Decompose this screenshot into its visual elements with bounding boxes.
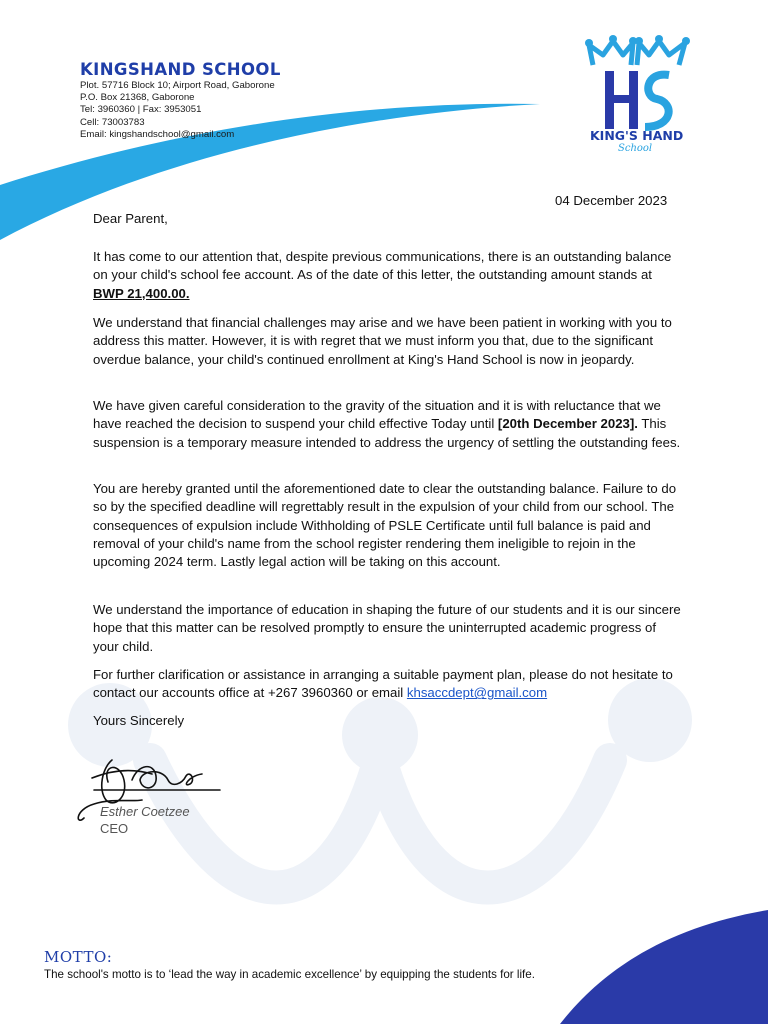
para2-text: We understand that financial challenges may arise and we have been patient in working with you to address this matter. However, it is with regret that we must inform you that, due to the significant overdue balance, your child's continued enrollment at King's Hand School is now in jeopardy. [93, 315, 672, 367]
paragraph-education [93, 601, 683, 656]
letter-date: 04 December 2023 [555, 193, 668, 208]
para5-text: We understand the importance of education in shaping the future of our students and it is our sincere hope that this matter can be resolved promptly to ensure the uninterrupted academic progress of your child. [93, 602, 681, 654]
school-name: KINGSHAND SCHOOL [80, 60, 281, 79]
address-line-2: P.O. Box 21368, Gaborone [80, 92, 195, 104]
greeting: Dear Parent, [93, 211, 168, 226]
paragraph-outstanding-balance [93, 248, 683, 303]
para6-text: For further clarification or assistance in arranging a suitable payment plan, please do not hesitate to contact our accounts office at +267 3960360 or email [93, 667, 673, 701]
logo-subtext: School [618, 143, 653, 154]
paragraph-contact [93, 666, 683, 703]
signer-block [100, 803, 190, 837]
para4-text: You are hereby granted until the aforementioned date to clear the outstanding balance. Failure to do so by the specified deadline will regrettably result in the expulsion of your child from our school. The consequences of expulsion include Withholding of PSLE Certificate until full balance is paid and removal of your child's name from the school register rendering them ineligible to rejoin in the upcoming 2024 term. Lastly legal action will be taking on this account. [93, 481, 677, 570]
motto-label: MOTTO: [44, 948, 113, 966]
paragraph-jeopardy [93, 314, 683, 369]
motto-text: The school's motto is to ‘lead the way in academic excellence’ by equipping the students for life. [44, 968, 535, 981]
contact-block [80, 80, 275, 141]
address-line-1: Plot. 57716 Block 10; Airport Road, Gaborone [80, 80, 275, 91]
para1-text: It has come to our attention that, despite previous communications, there is an outstanding balance on your child's school fee account. As of the date of this letter, the outstanding amount stands at [93, 249, 672, 283]
logo-text: KING'S HAND [590, 128, 684, 143]
suspension-date: [20th December 2023]. [497, 416, 638, 432]
outstanding-amount: BWP 21,400.00. [93, 285, 190, 301]
email-address: Email: kingshandschool@gmail.com [80, 128, 235, 140]
paragraph-expulsion [93, 480, 683, 571]
accounts-email-link[interactable]: khsaccdept@gmail.com [406, 685, 548, 701]
signer-name: Esther Coetzee [100, 804, 190, 819]
paragraph-suspension [93, 397, 683, 452]
signer-title: CEO [100, 821, 129, 836]
closing: Yours Sincerely [93, 713, 185, 728]
cell-number: Cell: 73003783 [80, 116, 145, 128]
para3-text-b: This suspension is a temporary measure intended to address the urgency of settling the outstanding fees. [93, 416, 681, 450]
phone-fax: Tel: 3960360 | Fax: 3953051 [80, 104, 202, 116]
para3-text-a: We have given careful consideration to the gravity of the situation and it is with reluctance that we have reached the decision to suspend your child effective Today until [93, 398, 661, 432]
